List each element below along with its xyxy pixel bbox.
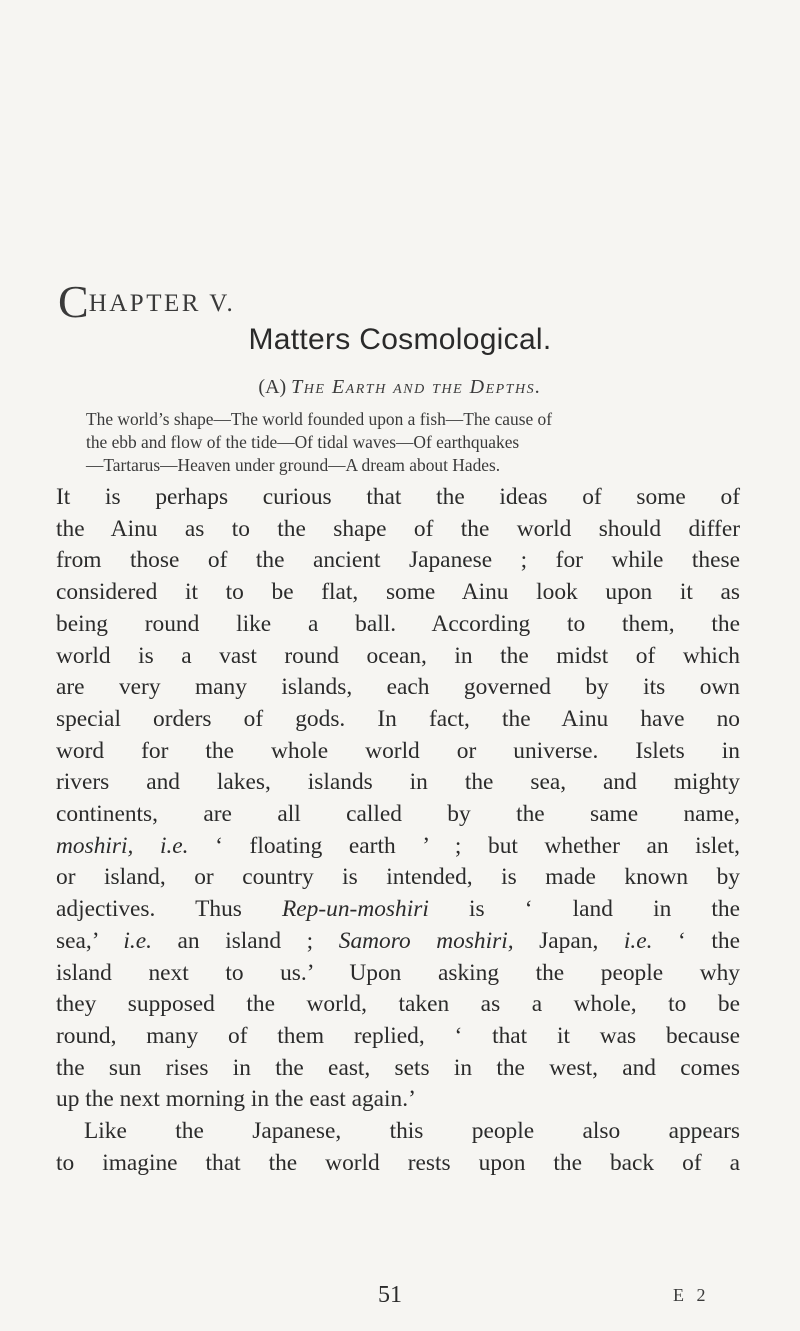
- chapter-heading-rest: HAPTER V.: [88, 290, 236, 317]
- chapter-initial: C: [58, 276, 89, 327]
- body-line: word for the whole world or universe. Islets in: [56, 737, 740, 764]
- body-line: It is perhaps curious that the ideas of some of: [56, 484, 740, 510]
- summary-line: the ebb and flow of the tide—Of tidal waves—Of earthquakes: [86, 432, 520, 452]
- page-number: 51: [378, 1282, 402, 1308]
- body-line: island next to us.’ Upon asking the people why: [56, 959, 740, 986]
- body-fragment: ‘ the: [652, 927, 741, 954]
- body-fragment: sea,’: [56, 927, 124, 954]
- body-line: rivers and lakes, islands in the sea, and mighty: [56, 769, 740, 796]
- section-heading: [0, 376, 800, 399]
- body-line: or island, or country is intended, is made known by: [56, 864, 740, 891]
- body-line: the sun rises in the east, sets in the west, and comes: [56, 1054, 740, 1081]
- signature-mark: E 2: [673, 1285, 710, 1305]
- body-line: up the next morning in the east again.’: [56, 1086, 416, 1113]
- body-fragment: Japan,: [513, 927, 624, 954]
- summary-line: The world’s shape—The world founded upon a fish—The cause of: [86, 409, 553, 429]
- italic-term: Samoro moshiri,: [338, 927, 514, 954]
- italic-term: i.e.: [623, 927, 653, 954]
- chapter-title: Matters Cosmological.: [248, 323, 552, 356]
- body-line: world is a vast round ocean, in the midst of which: [56, 642, 740, 669]
- italic-term: Rep-un-moshiri: [282, 896, 429, 923]
- body-line: considered it to be flat, some Ainu look upon it as: [56, 579, 740, 606]
- body-line: [56, 831, 740, 863]
- italic-term: i.e.: [123, 927, 152, 954]
- body-line: are very many islands, each governed by its own: [56, 674, 740, 701]
- body-line: [56, 894, 740, 926]
- chapter-summary: [86, 408, 726, 477]
- summary-line: —Tartarus—Heaven under ground—A dream about Hades.: [86, 455, 501, 475]
- italic-term: moshiri, i.e.: [56, 832, 189, 859]
- body-line: continents, are all called by the same name,: [56, 801, 740, 828]
- body-line: [56, 926, 740, 958]
- body-line: Like the Japanese, this people also appears: [84, 1118, 740, 1145]
- body-fragment: adjectives. Thus: [56, 896, 283, 923]
- body-line: to imagine that the world rests upon the back of a: [56, 1149, 740, 1176]
- body-line: round, many of them replied, ‘ that it was because: [56, 1022, 740, 1049]
- body-fragment: ‘ floating earth ’ ; but whether an islet,: [188, 832, 740, 859]
- body-line: from those of the ancient Japanese ; for while these: [56, 547, 740, 574]
- body-text: [56, 482, 740, 1179]
- chapter-heading: [58, 276, 236, 327]
- section-label: (A): [258, 376, 287, 398]
- section-name: The Earth and the Depths.: [291, 376, 542, 398]
- body-line: the Ainu as to the shape of the world should differ: [56, 515, 740, 542]
- body-line: special orders of gods. In fact, the Ainu have no: [56, 705, 740, 732]
- body-fragment: an island ;: [151, 927, 339, 954]
- body-fragment: is ‘ land in the: [428, 896, 740, 923]
- body-line: being round like a ball. According to them, the: [56, 610, 740, 637]
- body-line: they supposed the world, taken as a whole, to be: [56, 991, 740, 1018]
